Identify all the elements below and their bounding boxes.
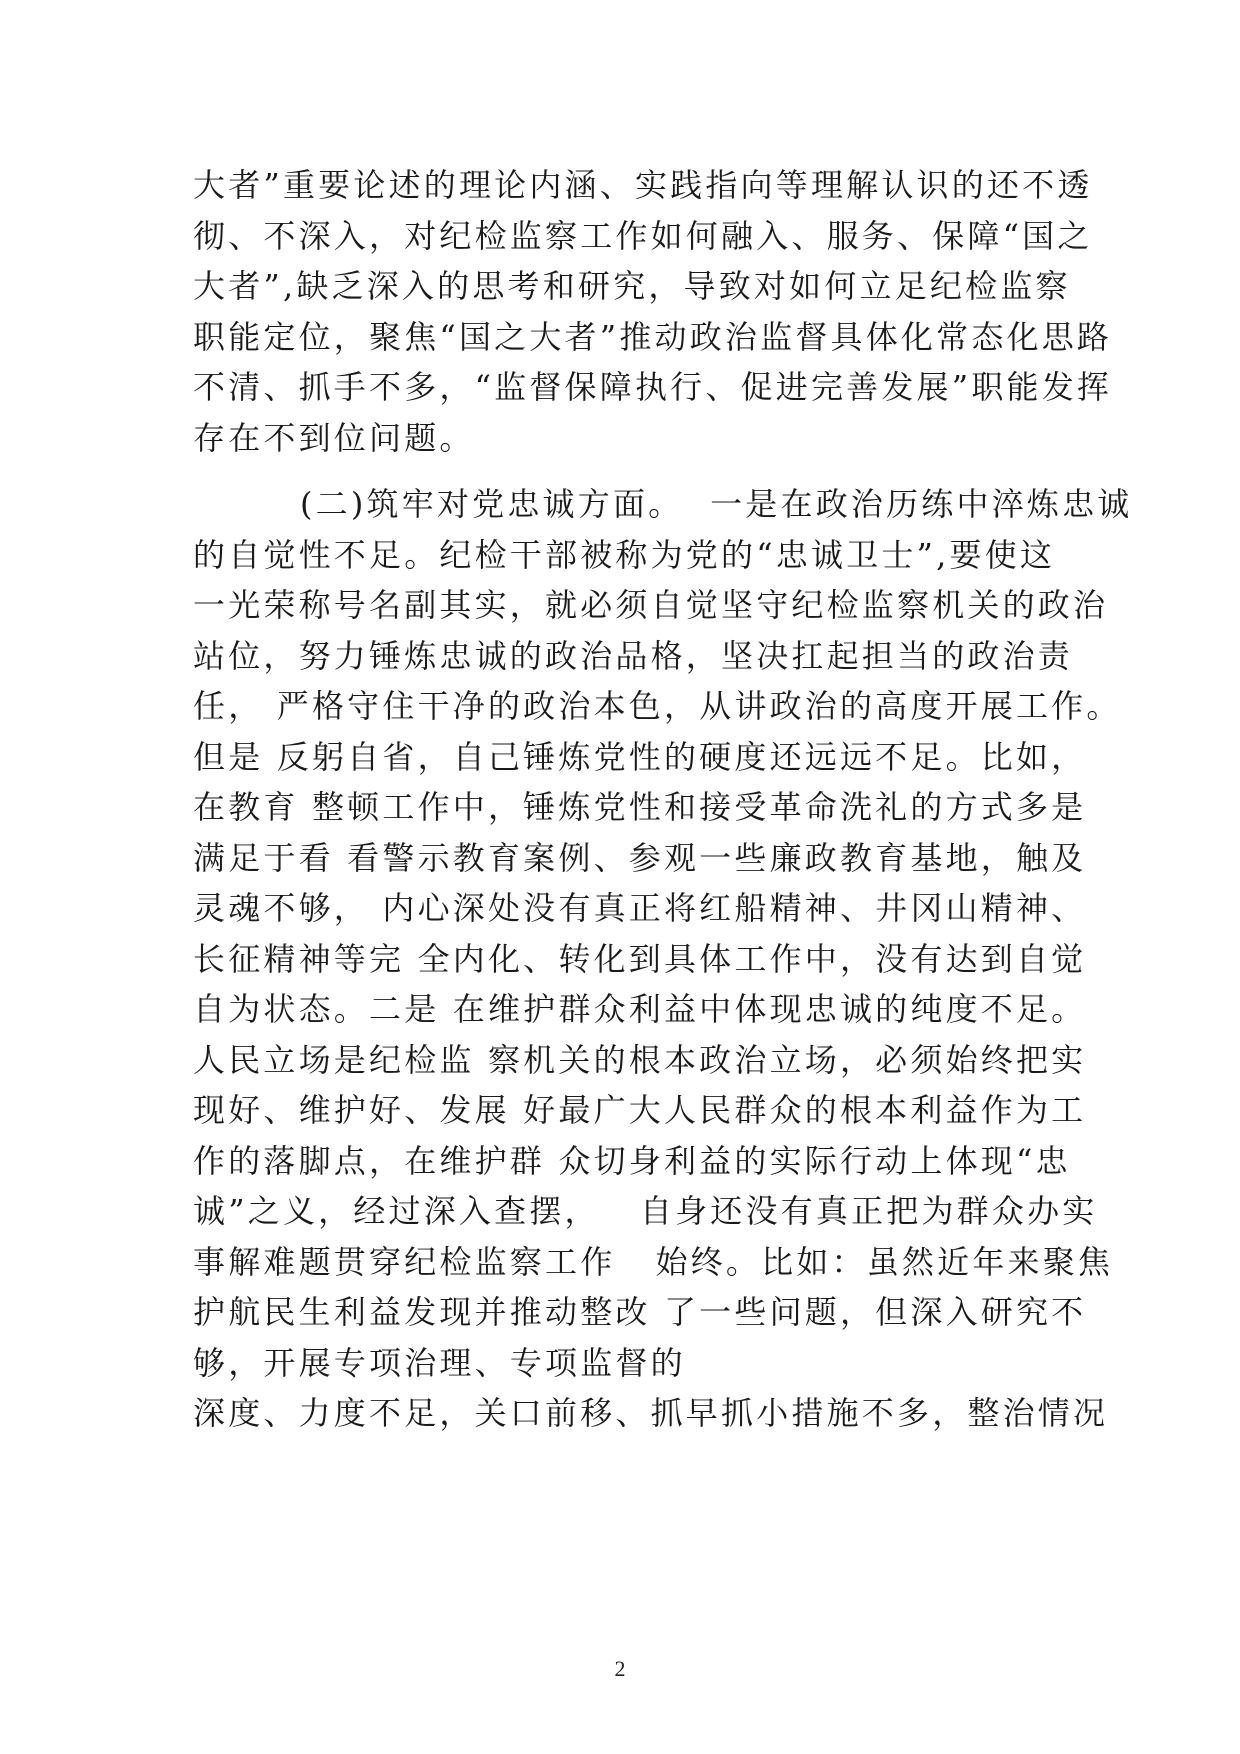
text-line: 够，开展专项治理、专项监督的 [193,1343,686,1382]
text-line: 长征精神等完 全内化、转化到具体工作中，没有达到自觉 [193,939,1087,978]
text-line: 护航民生利益发现并推动整改 了一些问题，但深入研究不 [193,1293,1087,1331]
text-line: 存在不到位问题。 [193,418,475,457]
text-line: 现好、维护好、发展 好最广大人民群众的根本利益作为工 [193,1091,1087,1129]
body-text [193,160,1133,1439]
text-line: 事解难题贯穿纪检监察工作 始终。比如：虽然近年来聚焦 [193,1242,1114,1281]
text-line: 的自觉性不足。纪检干部被称为党的“忠诚卫士”,要使这 [193,535,1056,574]
text-line: 满足于看 看警示教育案例、参观一些廉政教育基地，触及 [193,838,1087,877]
text-line: 不清、抓手不多，“监督保障执行、促进完善发展”职能发挥 [193,368,1113,406]
section-heading-line: (二)筑牢对党忠诚方面。 一是在政治历练中淬炼忠诚 [193,485,1133,523]
text-line: 站位，努力锤炼忠诚的政治品格，坚决扛起担当的政治责 [193,636,1074,675]
text-line: 一光荣称号名副其实，就必须自觉坚守纪检监察机关的政治 [193,586,1109,624]
text-line: 诚”之义，经过深入查摆， 自身还没有真正把为群众办实 [193,1192,1098,1230]
text-line: 大者”,缺乏深入的思考和研究，导致对如何立足纪检监察 [193,267,1071,305]
text-line: 自为状态。二是 在维护群众利益中体现忠诚的纯度不足。 [193,990,1087,1028]
text-line: 任， 严格守住干净的政治本色，从讲政治的高度开展工作。 [193,687,1122,725]
text-line: 大者”重要论述的理论内涵、实践指向等理解认识的还不透 [193,166,1093,204]
text-line: 深度、力度不足，关口前移、抓早抓小措施不多，整治情况 [193,1394,1109,1432]
text-line: 但是 反躬自省，自己锤炼党性的硬度还远远不足。比如， [193,737,1087,776]
text-line: 彻、不深入，对纪检监察工作如何融入、服务、保障“国之 [193,216,1093,255]
paragraph-gap [193,463,1073,479]
text-line: 职能定位，聚焦“国之大者”推动政治监督具体化常态化思路 [193,317,1113,356]
text-line: 人民立场是纪检监 察机关的根本政治立场，必须始终把实 [193,1040,1087,1079]
text-line: 在教育 整顿工作中，锤炼党性和接受革命洗礼的方式多是 [193,788,1087,826]
text-line: 作的落脚点，在维护群 众切身利益的实际行动上体现“忠 [193,1141,1071,1180]
page-number: 2 [614,1656,626,1681]
text-line: 灵魂不够， 内心深处没有真正将红船精神、井冈山精神、 [193,889,1087,927]
